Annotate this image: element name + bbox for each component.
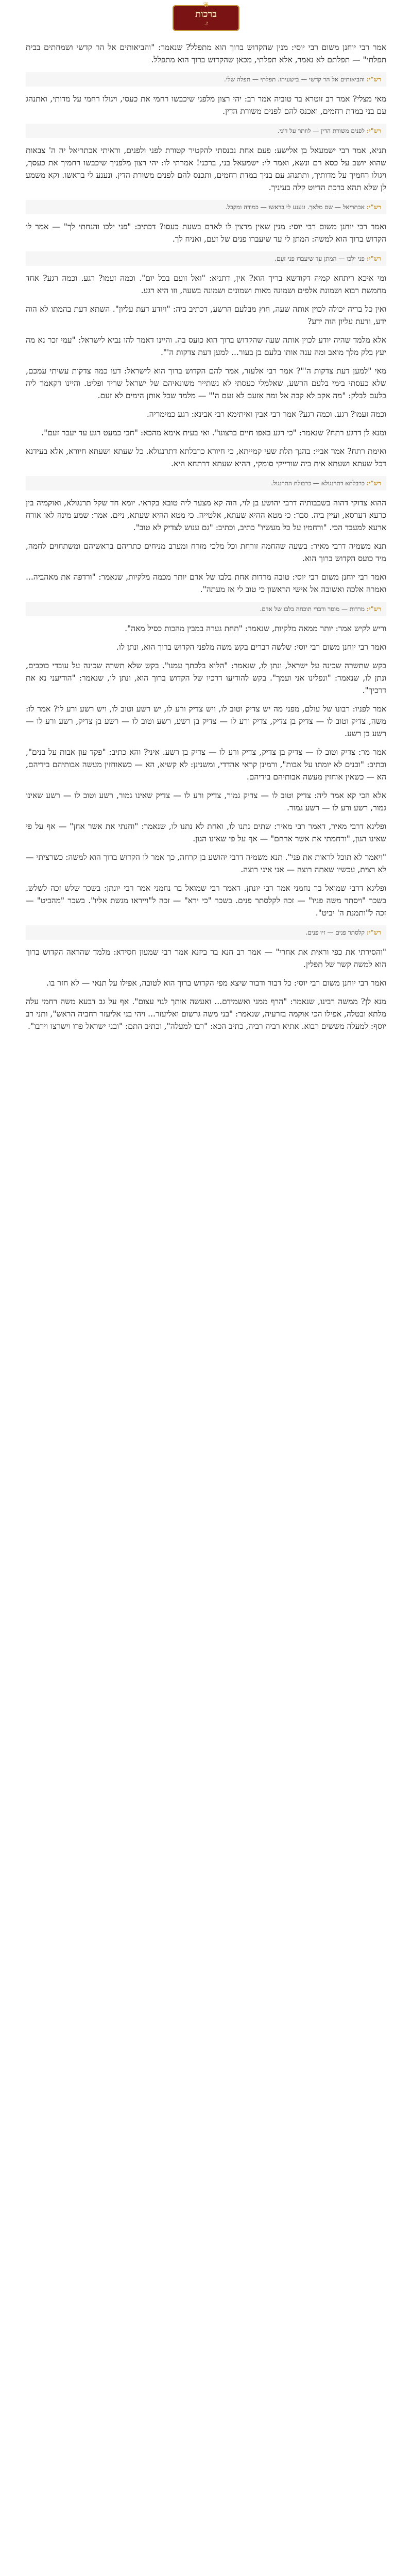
paragraph: ופליגא דרבי מאיר, דאמר רבי מאיר: שתים נתנו לו, ואחת לא נתנו לו, שנאמר: "וחנתי את אשר אחן" — אף על פי שאינו הגון, "ורחמתי את אשר ארחם" — אף על פי שאינו הגון.: [26, 822, 386, 843]
talmud-text: [26, 41, 386, 1039]
commentary-note: [26, 200, 386, 214]
note-label: רש"י:: [366, 929, 381, 936]
note-label: רש"י:: [366, 255, 381, 262]
paragraph: ואמר רבי יוחנן משום רבי יוסי: טובה מרדות אחת בלבו של אדם יותר מכמה מלקיות, שנאמר: "ורדפה את מאהביה... ואמרה אלכה ואשובה אל אישי הראשון כי טוב לי אז מעתה".: [26, 572, 386, 594]
note-text: מרדות — מוסר ודברי תוכחה בלבו של אדם.: [260, 605, 365, 613]
paragraph: ואמר רבי יוחנן משום רבי יוסי: כל דבור ודבור שיצא מפי הקדוש ברוך הוא לטובה, אפילו על תנאי — לא חזר בו.: [46, 978, 386, 988]
paragraph: אמר רבי יוחנן משום רבי יוסי: מנין שהקדוש ברוך הוא מתפלל? שנאמר: "והביאותים אל הר קדשי ושמחתים בבית תפלתי" — תפלתם לא נאמר, אלא תפלתי, מכאן שהקדוש ברוך הוא מתפלל.: [26, 43, 386, 64]
note-text: והביאותים אל הר קדשי — בישעיהו. תפלתי — תפלה שלי.: [224, 76, 365, 83]
note-label: רש"י:: [366, 480, 381, 487]
paragraph: אמר מר: צדיק וטוב לו — צדיק בן צדיק, צדיק ורע לו — צדיק בן רשע. איני? והא כתיב: "פקד עון אבות על בנים", וכתיב: "ובנים לא יומתו על אבות", ורמינן קראי אהדדי, ומשנינן: לא קשיא, הא — כשאוחזין מעשה אבותיהם בידיהם, הא — כשאין אוחזין מעשה אבותיהם בידיהם.: [26, 748, 386, 782]
paragraph: וכמה זעמו? רגע. וכמה רגע? אמר רבי אבין ואיתימא רבי אבינא: רגע כמימריה.: [146, 410, 386, 419]
paragraph: מאי "למען דעת צדקות ה'"? אמר רבי אלעזר, אמר להם הקדוש ברוך הוא לישראל: דעו כמה צדקות עשיתי עמכם, שלא כעסתי בימי בלעם הרשע, שאלמלי כעסתי לא נשתייר משונאיהם של ישראל שריד ופליט. והיינו דקאמר ליה בלעם לבלק: "מה אקב לא קבה אל ומה אזעם לא זעם ה'" — מלמד שכל אותן הימים לא זעם.: [26, 366, 386, 400]
paragraph: "והסירתי את כפי וראית את אחרי" — אמר רב חנא בר ביזנא אמר רבי שמעון חסידא: מלמד שהראה הקדוש ברוך הוא למשה קשר של תפלין.: [26, 947, 386, 969]
paragraph: ואין כל בריה יכולה לכוין אותה שעה, חוץ מבלעם הרשע, דכתיב ביה: "ויודע דעת עליון". השתא דעת בהמתו לא הוה ידע, ודעת עליון הוה ידע?: [26, 304, 386, 326]
paragraph: ההוא צדוקי דהוה בשבבותיה דרבי יהושע בן לוי, הוה קא מצער ליה טובא בקראי. יומא חד שקל תרנגולא, ואוקמיה בין כרעא דערסא, ועיין ביה. סבר: כי מטא ההיא שעתא, אלטייה. כי מטא ההיא שעתא, ניים. אמר: שמע מינה לאו אורח ארעא למעבד הכי. "ורחמיו על כל מעשיו" כתיב, וכתיב: "גם ענוש לצדיק לא טוב".: [26, 498, 386, 532]
paragraph: מנא לן? ממשה רבינו, שנאמר: "הרף ממני ואשמידם... ואעשה אותך לגוי עצום". אף על גב דבעא משה רחמי עלה מלתא ובטלה, אפילו הכי אוקמה בזרעיה, שנאמר: "בני משה גרשום ואליעזר... ויהי בני אליעזר רחביה הראש", ותני רב יוסף: למעלה מששים רבוא. אתיא רביה רביה, כתיב הכא: "רבו למעלה", וכתיב התם: "ובני ישראל פרו וישרצו וירבו".: [26, 997, 386, 1031]
note-label: רש"י:: [366, 605, 381, 613]
tractate-title: ברכות: [195, 9, 217, 20]
paragraph: "ויאמר לא תוכל לראות את פני". תנא משמיה דרבי יהושע בן קרחה, כך אמר לו הקדוש ברוך הוא למשה: כשרציתי — לא רצית, עכשיו שאתה רוצה — אני איני רוצה.: [26, 853, 386, 874]
paragraph: מאי מצלי? אמר רב זוטרא בר טוביה אמר רב: יהי רצון מלפני שיכבשו רחמי את כעסי, ויגולו רחמי על מדותי, ואתנהג עם בני במדת רחמים, ואכנס להם לפנים משורת הדין.: [26, 94, 386, 116]
paragraph: אלא הכי קא אמר ליה: צדיק וטוב לו — צדיק גמור, צדיק ורע לו — צדיק שאינו גמור, רשע וטוב לו — רשע שאינו גמור, רשע ורע לו — רשע גמור.: [26, 791, 386, 812]
commentary-note: [26, 251, 386, 266]
note-label: רש"י:: [366, 204, 381, 211]
note-text: אכתריאל — שם מלאך. ונענע לי בראשו — כמודה ומקבל.: [225, 204, 365, 211]
paragraph: תנא משמיה דרבי מאיר: בשעה שהחמה זורחת וכל מלכי מזרח ומערב מניחים כתריהם בראשיהם ומשתחוים לחמה, מיד כועס הקדוש ברוך הוא.: [26, 541, 386, 563]
note-text: פני ילכו — המתן עד שיעברו פני זעם.: [274, 255, 365, 262]
note-label: רש"י:: [366, 127, 381, 134]
note-label: רש"י:: [366, 76, 381, 83]
paragraph: ופליגא דרבי שמואל בר נחמני אמר רבי יונתן. דאמר רבי שמואל בר נחמני אמר רבי יונתן: בשכר שלש זכה לשלש. בשכר "ויסתר משה פניו" — זכה לקלסתר פנים. בשכר "כי ירא" — זכה ל"וייראו מגשת אליו". בשכר "מהביט" — זכה ל"ותמנת ה' יביט".: [26, 884, 386, 918]
paragraph: וריש לקיש אמר: יותר ממאה מלקיות, שנאמר: "תחת גערה במבין מהכות כסיל מאה".: [125, 624, 386, 633]
note-text: לפנים משורת הדין — לוותר על דיני.: [277, 127, 365, 134]
note-text: קלסתר פנים — זיו פנים.: [305, 929, 365, 936]
crown-ornament-icon: ❦: [203, 1, 209, 9]
note-text: כרבלתא דתרנגולא — כרבולת התרנגול.: [271, 480, 365, 487]
paragraph: אמר לפניו: רבונו של עולם, מפני מה יש צדיק וטוב לו, ויש צדיק ורע לו, יש רשע וטוב לו, ויש רשע ורע לו? אמר לו: משה, צדיק וטוב לו — צדיק בן צדיק, צדיק ורע לו — צדיק בן רשע, רשע וטוב לו — רשע בן צדיק, רשע ורע לו — רשע בן רשע.: [26, 704, 386, 738]
paragraph: בקש שתשרה שכינה על ישראל, ונתן לו, שנאמר: "הלוא בלכתך עמנו". בקש שלא תשרה שכינה על עובדי כוכבים, ונתן לו, שנאמר: "ונפלינו אני ועמך". בקש להודיעו דרכיו של הקדוש ברוך הוא, ונתן לו, שנאמר: "הודיעני נא את דרכיך".: [26, 661, 386, 695]
paragraph: אלא מלמד שהיה יודע לכוין אותה שעה שהקדוש ברוך הוא כועס בה. והיינו דאמר להו נביא לישראל: "עמי זכר נא מה יעץ בלק מלך מואב ומה ענה אותו בלעם בן בעור... למען דעת צדקות ה'".: [26, 335, 386, 357]
paragraph: ואמר רבי יוחנן משום רבי יוסי: מנין שאין מרצין לו לאדם בשעת כעסו? דכתיב: "פני ילכו והנחתי לך" — אמר לו הקדוש ברוך הוא למשה: המתן לי עד שיעברו פנים של זעם, ואניח לך.: [26, 222, 386, 244]
paragraph: ואמר רבי יוחנן משום רבי יוסי: שלשה דברים בקש משה מלפני הקדוש ברוך הוא, ונתן לו.: [116, 642, 386, 652]
paragraph: ואימת רתח? אמר אביי: בהנך תלת שעי קמייתא, כי חיורא כרבלתא דתרנגולא. כל שעתא ושעתא חיורא, אלא בעידנא דכל שעתא ושעתא אית ביה שורייקי סומקי, ההיא שעתא דרתחא היא.: [26, 447, 386, 468]
commentary-note: [26, 925, 386, 940]
commentary-note: [26, 72, 386, 87]
paragraph: ומנא לן דרגע רתח? שנאמר: "כי רגע באפו חיים ברצונו". ואי בעית אימא מהכא: "חבי כמעט רגע עד יעבר זעם".: [41, 428, 386, 437]
tractate-header: [173, 1, 239, 31]
commentary-note: [26, 476, 386, 490]
paragraph: תניא, אמר רבי ישמעאל בן אלישע: פעם אחת נכנסתי להקטיר קטורת לפני ולפנים, וראיתי אכתריאל יה ה' צבאות שהוא יושב על כסא רם ונשא, ואמר לי: ישמעאל בני, ברכני! אמרתי לו: יהי רצון מלפניך שיכבשו רחמיך את כעסך, ויגולו רחמיך על מדותיך, ותתנהג עם בניך במדת רחמים, ותכנס להם לפנים משורת הדין. ונענע לי בראשו. וקא משמע לן שלא תהא ברכת הדיוט קלה בעיניך.: [26, 146, 386, 192]
commentary-note: [26, 602, 386, 616]
paragraph: ומי איכא ריתחא קמיה דקודשא בריך הוא? אין, דתניא: "ואל זועם בכל יום". וכמה זעמו? רגע. וכמה רגע? אחד מחמשת רבוא ושמונת אלפים ושמונה מאות ושמונים ושמונה בשעה, וזו היא רגע.: [26, 274, 386, 295]
commentary-note: [26, 124, 386, 138]
page-number: ז.: [204, 20, 208, 27]
